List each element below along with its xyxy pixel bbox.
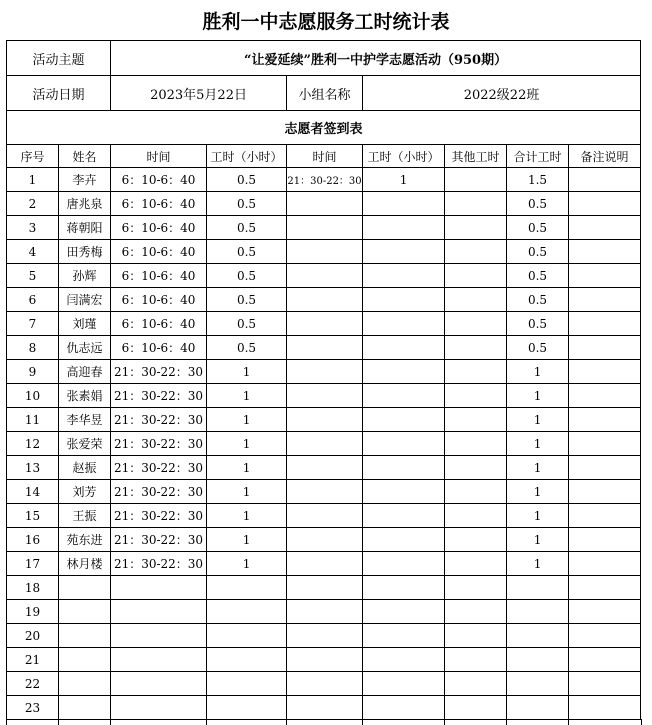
remarks-cell[interactable]	[569, 360, 641, 384]
time-slot-1-cell[interactable]: 6：10-6：40	[111, 192, 207, 216]
table-row	[7, 528, 641, 552]
total-hours-cell[interactable]: 0.5	[507, 264, 569, 288]
row-index-cell[interactable]: 22	[7, 672, 59, 696]
time-slot-1-cell[interactable]: 21：30-22：30	[111, 480, 207, 504]
volunteer-name-cell[interactable]: 王振	[59, 504, 111, 528]
hours-1-cell[interactable]: 1	[207, 360, 287, 384]
time-slot-1-cell[interactable]: 21：30-22：30	[111, 384, 207, 408]
time-slot-1-cell[interactable]	[111, 624, 207, 648]
sign-in-title-row	[7, 111, 641, 145]
activity-date-label: 活动日期	[7, 76, 111, 111]
remarks-cell[interactable]	[569, 312, 641, 336]
time-slot-2-cell[interactable]	[287, 312, 363, 336]
volunteer-name-cell[interactable]: 仇志远	[59, 336, 111, 360]
time-slot-2-cell[interactable]	[287, 336, 363, 360]
activity-subject-value[interactable]: “让爱延续”胜利一中护学志愿活动（950期）	[111, 41, 641, 76]
row-index-cell[interactable]: 23	[7, 696, 59, 720]
hours-1-cell[interactable]: 1	[207, 504, 287, 528]
partial-row	[6, 719, 642, 725]
hours-1-cell[interactable]: 0.5	[207, 216, 287, 240]
volunteer-name-cell[interactable]: 闫满宏	[59, 288, 111, 312]
sign-in-title: 志愿者签到表	[7, 111, 641, 145]
hours-2-cell[interactable]	[363, 552, 445, 576]
hours-1-cell[interactable]: 0.5	[207, 168, 287, 192]
time-slot-1-cell[interactable]	[111, 672, 207, 696]
time-slot-2-cell[interactable]	[287, 264, 363, 288]
time-slot-2-cell[interactable]	[287, 624, 363, 648]
table-row	[7, 648, 641, 672]
col-header-hours-2: 工时（小时）	[363, 145, 445, 168]
row-index-cell[interactable]: 6	[7, 288, 59, 312]
hours-1-cell[interactable]: 1	[207, 456, 287, 480]
hours-1-cell[interactable]	[207, 576, 287, 600]
time-slot-1-cell[interactable]: 21：30-22：30	[111, 432, 207, 456]
remarks-cell[interactable]	[569, 456, 641, 480]
hours-2-cell[interactable]	[363, 528, 445, 552]
time-slot-2-cell[interactable]	[287, 648, 363, 672]
hours-1-cell[interactable]: 1	[207, 384, 287, 408]
row-index-cell[interactable]: 8	[7, 336, 59, 360]
row-index-cell[interactable]: 7	[7, 312, 59, 336]
total-hours-cell[interactable]: 0.5	[507, 216, 569, 240]
table-row	[7, 288, 641, 312]
table-row	[7, 552, 641, 576]
table-row	[7, 696, 641, 720]
row-index-cell[interactable]: 2	[7, 192, 59, 216]
row-index-cell[interactable]: 12	[7, 432, 59, 456]
row-index-cell[interactable]: 16	[7, 528, 59, 552]
other-hours-cell[interactable]	[445, 360, 507, 384]
total-hours-cell[interactable]: 0.5	[507, 240, 569, 264]
other-hours-cell[interactable]	[445, 480, 507, 504]
col-header-total-hours: 合计工时	[507, 145, 569, 168]
remarks-cell[interactable]	[569, 672, 641, 696]
hours-1-cell[interactable]	[207, 648, 287, 672]
activity-date-value[interactable]: 2023年5月22日	[111, 76, 287, 111]
time-slot-1-cell[interactable]	[111, 696, 207, 720]
table-row	[7, 264, 641, 288]
other-hours-cell[interactable]	[445, 456, 507, 480]
hours-1-cell[interactable]	[207, 624, 287, 648]
row-index-cell[interactable]: 19	[7, 600, 59, 624]
remarks-cell[interactable]	[569, 288, 641, 312]
table-row	[7, 408, 641, 432]
col-header-name: 姓名	[59, 145, 111, 168]
time-slot-2-cell[interactable]: 21：30-22：30	[287, 168, 363, 192]
total-hours-cell[interactable]	[507, 672, 569, 696]
total-hours-cell[interactable]	[507, 696, 569, 720]
total-hours-cell[interactable]: 1	[507, 456, 569, 480]
remarks-cell[interactable]	[569, 336, 641, 360]
hours-1-cell[interactable]: 0.5	[207, 192, 287, 216]
time-slot-2-cell[interactable]	[287, 696, 363, 720]
time-slot-1-cell[interactable]: 21：30-22：30	[111, 456, 207, 480]
volunteer-name-cell[interactable]: 唐兆泉	[59, 192, 111, 216]
time-slot-1-cell[interactable]: 6：10-6：40	[111, 264, 207, 288]
hours-1-cell[interactable]: 0.5	[207, 288, 287, 312]
time-slot-2-cell[interactable]	[287, 216, 363, 240]
other-hours-cell[interactable]	[445, 552, 507, 576]
table-row	[7, 360, 641, 384]
time-slot-2-cell[interactable]	[287, 600, 363, 624]
row-index-cell[interactable]: 18	[7, 576, 59, 600]
hours-2-cell[interactable]	[363, 192, 445, 216]
time-slot-1-cell[interactable]: 6：10-6：40	[111, 288, 207, 312]
hours-2-cell[interactable]: 1	[363, 168, 445, 192]
remarks-cell[interactable]	[569, 600, 641, 624]
hours-1-cell[interactable]: 0.5	[207, 336, 287, 360]
other-hours-cell[interactable]	[445, 336, 507, 360]
volunteer-name-cell[interactable]: 田秀梅	[59, 240, 111, 264]
volunteer-hours-table	[6, 40, 641, 720]
total-hours-cell[interactable]: 1	[507, 552, 569, 576]
time-slot-1-cell[interactable]: 6：10-6：40	[111, 336, 207, 360]
volunteer-name-cell[interactable]: 刘瑾	[59, 312, 111, 336]
other-hours-cell[interactable]	[445, 432, 507, 456]
remarks-cell[interactable]	[569, 696, 641, 720]
time-slot-2-cell[interactable]	[287, 576, 363, 600]
volunteer-name-cell[interactable]: 李华昱	[59, 408, 111, 432]
other-hours-cell[interactable]	[445, 408, 507, 432]
remarks-cell[interactable]	[569, 552, 641, 576]
remarks-cell[interactable]	[569, 576, 641, 600]
table-row	[7, 432, 641, 456]
hours-2-cell[interactable]	[363, 480, 445, 504]
row-index-cell[interactable]: 10	[7, 384, 59, 408]
row-index-cell[interactable]: 13	[7, 456, 59, 480]
hours-2-cell[interactable]	[363, 240, 445, 264]
other-hours-cell[interactable]	[445, 312, 507, 336]
row-index-cell[interactable]: 11	[7, 408, 59, 432]
volunteer-name-cell[interactable]: 孙辉	[59, 264, 111, 288]
volunteer-name-cell[interactable]: 高迎春	[59, 360, 111, 384]
hours-1-cell[interactable]	[207, 672, 287, 696]
total-hours-cell[interactable]: 1	[507, 408, 569, 432]
other-hours-cell[interactable]	[445, 384, 507, 408]
time-slot-2-cell[interactable]	[287, 528, 363, 552]
hours-2-cell[interactable]	[363, 648, 445, 672]
row-index-cell[interactable]: 5	[7, 264, 59, 288]
remarks-cell[interactable]	[569, 216, 641, 240]
volunteer-name-cell[interactable]	[59, 672, 111, 696]
time-slot-2-cell[interactable]	[287, 408, 363, 432]
col-header-other-hours: 其他工时	[445, 145, 507, 168]
hours-2-cell[interactable]	[363, 576, 445, 600]
total-hours-cell[interactable]: 0.5	[507, 312, 569, 336]
other-hours-cell[interactable]	[445, 264, 507, 288]
volunteer-name-cell[interactable]: 张爱荣	[59, 432, 111, 456]
time-slot-2-cell[interactable]	[287, 360, 363, 384]
total-hours-cell[interactable]: 0.5	[507, 336, 569, 360]
table-row	[7, 624, 641, 648]
hours-1-cell[interactable]: 0.5	[207, 312, 287, 336]
time-slot-2-cell[interactable]	[287, 288, 363, 312]
hours-2-cell[interactable]	[363, 216, 445, 240]
volunteer-name-cell[interactable]	[59, 576, 111, 600]
other-hours-cell[interactable]	[445, 576, 507, 600]
other-hours-cell[interactable]	[445, 696, 507, 720]
total-hours-cell[interactable]: 1	[507, 432, 569, 456]
remarks-cell[interactable]	[569, 264, 641, 288]
hours-2-cell[interactable]	[363, 312, 445, 336]
activity-date-row	[7, 76, 641, 111]
time-slot-2-cell[interactable]	[287, 456, 363, 480]
volunteer-name-cell[interactable]: 蒋朝阳	[59, 216, 111, 240]
total-hours-cell[interactable]: 0.5	[507, 288, 569, 312]
hours-1-cell[interactable]: 0.5	[207, 240, 287, 264]
volunteer-name-cell[interactable]	[59, 600, 111, 624]
remarks-cell[interactable]	[569, 648, 641, 672]
hours-2-cell[interactable]	[363, 336, 445, 360]
remarks-cell[interactable]	[569, 624, 641, 648]
hours-1-cell[interactable]: 1	[207, 432, 287, 456]
table-row	[7, 504, 641, 528]
other-hours-cell[interactable]	[445, 648, 507, 672]
volunteer-name-cell[interactable]: 赵振	[59, 456, 111, 480]
volunteer-name-cell[interactable]: 张素娟	[59, 384, 111, 408]
remarks-cell[interactable]	[569, 432, 641, 456]
remarks-cell[interactable]	[569, 192, 641, 216]
time-slot-2-cell[interactable]	[287, 432, 363, 456]
hours-2-cell[interactable]	[363, 360, 445, 384]
other-hours-cell[interactable]	[445, 672, 507, 696]
table-row	[7, 384, 641, 408]
volunteer-name-cell[interactable]	[59, 696, 111, 720]
time-slot-1-cell[interactable]	[111, 576, 207, 600]
volunteer-name-cell[interactable]: 苑东进	[59, 528, 111, 552]
hours-1-cell[interactable]: 1	[207, 480, 287, 504]
other-hours-cell[interactable]	[445, 216, 507, 240]
hours-2-cell[interactable]	[363, 600, 445, 624]
time-slot-1-cell[interactable]: 21：30-22：30	[111, 408, 207, 432]
table-row	[7, 168, 641, 192]
time-slot-2-cell[interactable]	[287, 384, 363, 408]
time-slot-2-cell[interactable]	[287, 552, 363, 576]
table-row	[7, 456, 641, 480]
time-slot-2-cell[interactable]	[287, 504, 363, 528]
row-index-cell[interactable]: 21	[7, 648, 59, 672]
group-name-label: 小组名称	[287, 76, 363, 111]
remarks-cell[interactable]	[569, 408, 641, 432]
hours-2-cell[interactable]	[363, 408, 445, 432]
total-hours-cell[interactable]: 1	[507, 384, 569, 408]
total-hours-cell[interactable]	[507, 624, 569, 648]
remarks-cell[interactable]	[569, 240, 641, 264]
total-hours-cell[interactable]: 1.5	[507, 168, 569, 192]
row-index-cell[interactable]: 3	[7, 216, 59, 240]
volunteer-name-cell[interactable]: 李卉	[59, 168, 111, 192]
hours-1-cell[interactable]: 1	[207, 552, 287, 576]
remarks-cell[interactable]	[569, 504, 641, 528]
total-hours-cell[interactable]: 0.5	[507, 192, 569, 216]
group-name-value[interactable]: 2022级22班	[363, 76, 641, 111]
table-row	[7, 216, 641, 240]
time-slot-1-cell[interactable]: 6：10-6：40	[111, 312, 207, 336]
hours-1-cell[interactable]: 1	[207, 528, 287, 552]
time-slot-2-cell[interactable]	[287, 480, 363, 504]
row-index-cell[interactable]: 17	[7, 552, 59, 576]
volunteer-name-cell[interactable]: 刘芳	[59, 480, 111, 504]
remarks-cell[interactable]	[569, 480, 641, 504]
time-slot-2-cell[interactable]	[287, 672, 363, 696]
sheet-title: 胜利一中志愿服务工时统计表	[202, 10, 450, 33]
column-header-row	[7, 145, 641, 168]
hours-2-cell[interactable]	[363, 624, 445, 648]
total-hours-cell[interactable]	[507, 600, 569, 624]
hours-2-cell[interactable]	[363, 432, 445, 456]
time-slot-2-cell[interactable]	[287, 240, 363, 264]
time-slot-2-cell[interactable]	[287, 192, 363, 216]
row-index-cell[interactable]: 20	[7, 624, 59, 648]
volunteer-name-cell[interactable]	[59, 648, 111, 672]
table-row	[7, 312, 641, 336]
hours-2-cell[interactable]	[363, 264, 445, 288]
row-index-cell[interactable]: 4	[7, 240, 59, 264]
other-hours-cell[interactable]	[445, 168, 507, 192]
table-row	[7, 192, 641, 216]
other-hours-cell[interactable]	[445, 600, 507, 624]
hours-1-cell[interactable]	[207, 600, 287, 624]
hours-2-cell[interactable]	[363, 288, 445, 312]
other-hours-cell[interactable]	[445, 240, 507, 264]
hours-2-cell[interactable]	[363, 672, 445, 696]
other-hours-cell[interactable]	[445, 504, 507, 528]
time-slot-1-cell[interactable]	[111, 648, 207, 672]
row-index-cell[interactable]: 1	[7, 168, 59, 192]
remarks-cell[interactable]	[569, 528, 641, 552]
time-slot-1-cell[interactable]: 21：30-22：30	[111, 504, 207, 528]
time-slot-1-cell[interactable]: 6：10-6：40	[111, 168, 207, 192]
total-hours-cell[interactable]: 1	[507, 504, 569, 528]
row-index-cell[interactable]: 14	[7, 480, 59, 504]
table-row	[7, 576, 641, 600]
hours-1-cell[interactable]	[207, 696, 287, 720]
col-header-time-2: 时间	[287, 145, 363, 168]
hours-1-cell[interactable]: 1	[207, 408, 287, 432]
time-slot-1-cell[interactable]: 6：10-6：40	[111, 240, 207, 264]
time-slot-1-cell[interactable]: 21：30-22：30	[111, 552, 207, 576]
activity-subject-label: 活动主题	[7, 41, 111, 76]
time-slot-1-cell[interactable]: 21：30-22：30	[111, 360, 207, 384]
hours-2-cell[interactable]	[363, 456, 445, 480]
table-row	[7, 240, 641, 264]
other-hours-cell[interactable]	[445, 192, 507, 216]
total-hours-cell[interactable]: 1	[507, 528, 569, 552]
time-slot-1-cell[interactable]: 21：30-22：30	[111, 528, 207, 552]
total-hours-cell[interactable]	[507, 576, 569, 600]
volunteer-name-cell[interactable]	[59, 624, 111, 648]
hours-2-cell[interactable]	[363, 696, 445, 720]
remarks-cell[interactable]	[569, 384, 641, 408]
other-hours-cell[interactable]	[445, 288, 507, 312]
col-header-remarks: 备注说明	[569, 145, 641, 168]
volunteer-name-cell[interactable]: 林月楼	[59, 552, 111, 576]
col-header-index: 序号	[7, 145, 59, 168]
hours-2-cell[interactable]	[363, 504, 445, 528]
hours-2-cell[interactable]	[363, 384, 445, 408]
col-header-time-1: 时间	[111, 145, 207, 168]
remarks-cell[interactable]	[569, 168, 641, 192]
table-row	[7, 336, 641, 360]
activity-subject-row	[7, 41, 641, 76]
table-row	[7, 480, 641, 504]
row-index-cell[interactable]: 15	[7, 504, 59, 528]
other-hours-cell[interactable]	[445, 624, 507, 648]
col-header-hours-1: 工时（小时）	[207, 145, 287, 168]
hours-1-cell[interactable]: 0.5	[207, 264, 287, 288]
total-hours-cell[interactable]: 1	[507, 480, 569, 504]
time-slot-1-cell[interactable]	[111, 600, 207, 624]
time-slot-1-cell[interactable]: 6：10-6：40	[111, 216, 207, 240]
total-hours-cell[interactable]: 1	[507, 360, 569, 384]
row-index-cell[interactable]: 9	[7, 360, 59, 384]
total-hours-cell[interactable]	[507, 648, 569, 672]
table-row	[7, 672, 641, 696]
other-hours-cell[interactable]	[445, 528, 507, 552]
table-row	[7, 600, 641, 624]
